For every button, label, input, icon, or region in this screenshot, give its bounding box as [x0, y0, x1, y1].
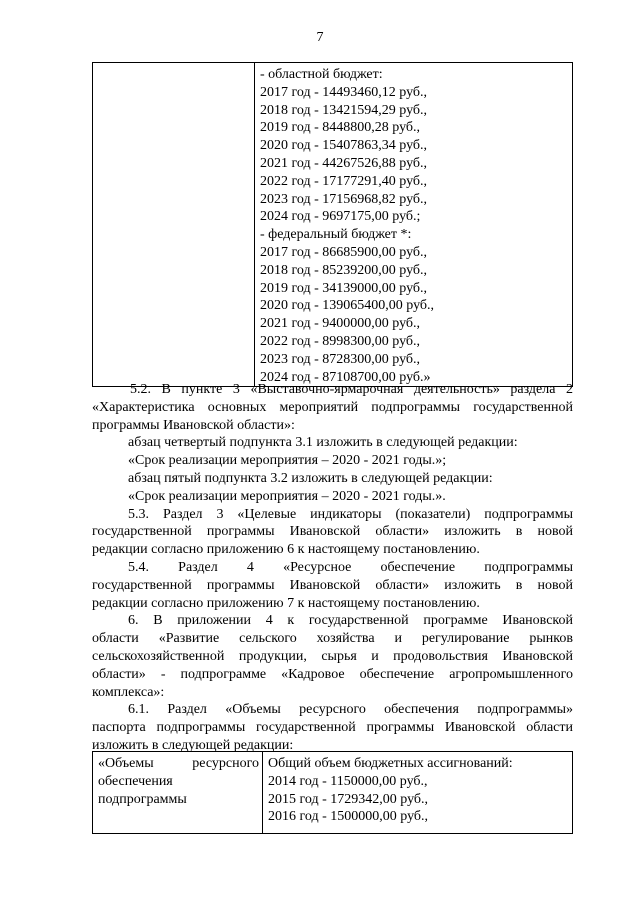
budget-line: - областной бюджет: [260, 67, 383, 82]
resource-value-line: 2016 год - 1500000,00 руб., [268, 809, 429, 825]
budget-line: 2017 год - 14493460,12 руб., [260, 84, 428, 100]
budget-line: 2019 год - 34139000,00 руб., [260, 280, 428, 296]
resource-table [92, 751, 573, 834]
budget-line: 2021 год - 44267526,88 руб., [260, 155, 428, 171]
resource-value-line: Общий объем бюджетных ассигнований: [268, 756, 513, 771]
budget-line: 2018 год - 13421594,29 руб., [260, 102, 428, 118]
paragraph-line: редакции согласно приложению 6 к настоящему постановлению. [92, 542, 480, 558]
paragraph-line: 5.2. В пункте 3 «Выставочно-ярмарочная деятельность» раздела 2 [130, 382, 573, 397]
paragraph-line: «Срок реализации мероприятия – 2020 - 2021 годы.». [128, 488, 446, 504]
paragraph-line: сельскохозяйственной продукции, сырья и продовольствия Ивановской [92, 648, 573, 664]
budget-line: 2022 год - 8998300,00 руб., [260, 333, 421, 349]
paragraph-line: 6. В приложении 4 к государственной программе Ивановской [128, 613, 573, 629]
paragraph-line: государственной программы Ивановской области» изложить в новой [92, 577, 573, 593]
paragraph-line: области «Развитие сельского хозяйства и регулирование рынков [92, 631, 573, 647]
paragraph-line: изложить в следующей редакции: [92, 737, 294, 753]
paragraph-line: «Характеристика основных мероприятий подпрограммы государственной [92, 399, 573, 415]
paragraph-line: 5.3. Раздел 3 «Целевые индикаторы (показатели) подпрограммы [128, 506, 573, 522]
budget-line: 2018 год - 85239200,00 руб., [260, 262, 428, 278]
resource-table-value-cell [263, 752, 573, 834]
document-body [92, 381, 573, 755]
budget-line: 2021 год - 9400000,00 руб., [260, 316, 421, 332]
paragraph-line: государственной программы Ивановской области» изложить в новой [92, 524, 573, 540]
page-number: 7 [316, 30, 324, 45]
paragraph-line: паспорта подпрограммы государственной программы Ивановской области [92, 720, 573, 736]
resource-label-line: обеспечения [98, 773, 173, 789]
budget-line: 2023 год - 17156968,82 руб., [260, 191, 428, 207]
paragraph-line: комплекса»: [92, 684, 165, 700]
paragraph-line: редакции согласно приложению 7 к настоящему постановлению. [92, 595, 480, 611]
resource-value-line: 2014 год - 1150000,00 руб., [268, 773, 428, 789]
resource-value-line: 2015 год - 1729342,00 руб., [268, 791, 429, 807]
budget-line: 2024 год - 87108700,00 руб.» [260, 369, 431, 385]
resource-label-line: подпрограммы [98, 791, 187, 807]
budget-table-top-value-cell [255, 63, 573, 387]
paragraph-line: 5.4. Раздел 4 «Ресурсное обеспечение подпрограммы [128, 559, 573, 575]
budget-line: 2022 год - 17177291,40 руб., [260, 173, 428, 189]
budget-table-top-label-cell [93, 63, 255, 387]
paragraph-line: абзац четвертый подпункта 3.1 изложить в следующей редакции: [128, 435, 518, 451]
paragraph-line: 6.1. Раздел «Объемы ресурсного обеспечения подпрограммы» [128, 702, 573, 718]
paragraph-line: «Срок реализации мероприятия – 2020 - 2021 годы.»; [128, 453, 447, 469]
paragraph-line: абзац пятый подпункта 3.2 изложить в следующей редакции: [128, 470, 493, 486]
budget-line: 2020 год - 139065400,00 руб., [260, 298, 435, 314]
paragraph-line: программы Ивановской области»: [92, 417, 295, 433]
budget-line: 2023 год - 8728300,00 руб., [260, 351, 421, 367]
budget-line: 2019 год - 8448800,28 руб., [260, 120, 421, 136]
budget-table-top [92, 62, 573, 387]
resource-table-label-cell [93, 752, 263, 834]
resource-label-line: «Объемы ресурсного [98, 756, 259, 771]
budget-line: 2020 год - 15407863,34 руб., [260, 138, 428, 154]
paragraph-line: области» - подпрограмме «Кадровое обеспечение агропромышленного [92, 666, 573, 682]
budget-line: - федеральный бюджет *: [260, 227, 412, 243]
budget-line: 2024 год - 9697175,00 руб.; [260, 209, 421, 225]
budget-line: 2017 год - 86685900,00 руб., [260, 244, 428, 260]
